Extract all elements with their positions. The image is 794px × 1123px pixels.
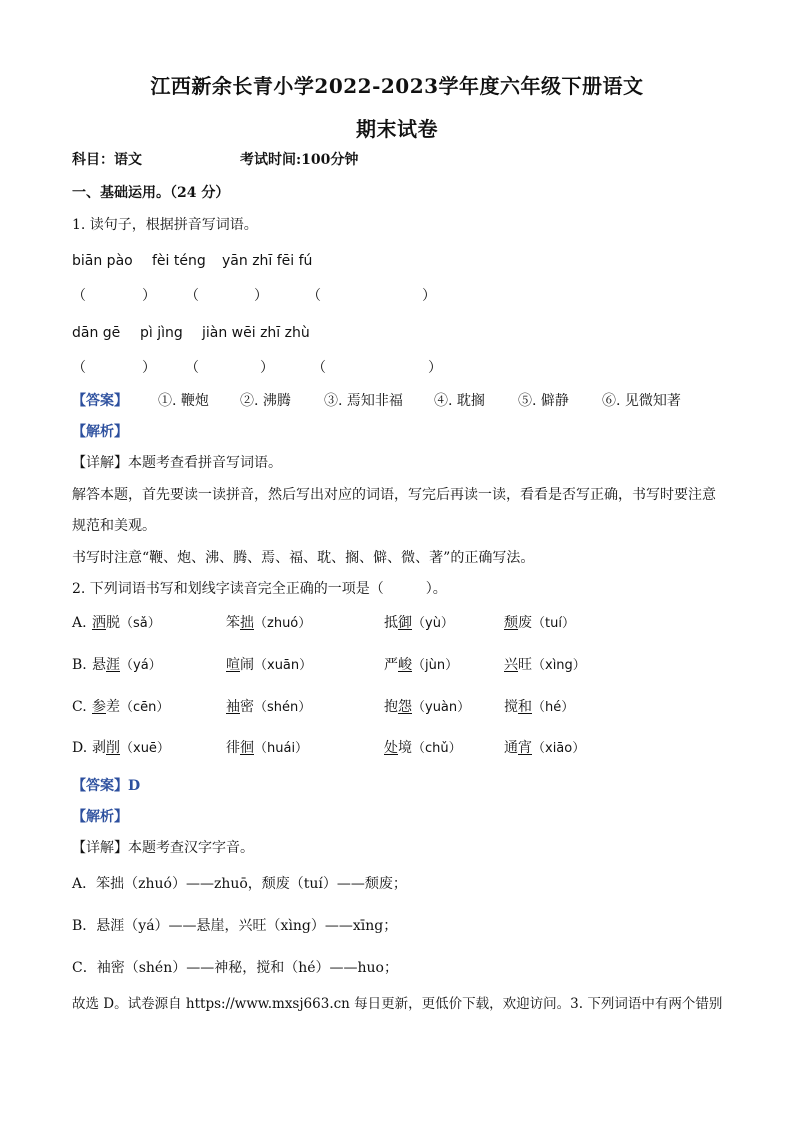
answer-label: 【答案】 (72, 393, 128, 409)
analysis-label: 【解析】 (72, 424, 128, 440)
subject-label: 科目：语文 (72, 152, 142, 168)
analysis-label: 【解析】 (72, 809, 128, 825)
option-word: 抵御（yù） (384, 615, 454, 631)
option-word: 剥削（xuē） (92, 740, 170, 756)
blank-open: （ (185, 288, 199, 304)
explanation-line-a: A．笨拙（zhuó）——zhuō，颓废（tuí）——颓废； (72, 876, 407, 892)
option-letter: A. (72, 615, 87, 631)
blank-close: ） (254, 288, 268, 304)
question-2-stem: 2. 下列词语书写和划线字读音完全正确的一项是（ ）。 (72, 581, 447, 597)
blank-open: （ (72, 360, 86, 376)
answer-label: 【答案】D (72, 778, 141, 794)
detail-text: 【详解】本题考查汉字字音。 (72, 840, 254, 856)
option-letter: D. (72, 740, 88, 756)
blank-open: （ (307, 288, 321, 304)
option-word: 喧闹（xuān） (226, 657, 313, 673)
blank-open: （ (72, 288, 86, 304)
answer-item: ②. 沸腾 (240, 393, 291, 409)
pinyin-item: jiàn wēi zhī zhù (202, 325, 310, 341)
option-word: 通宵（xiāo） (504, 740, 586, 756)
option-word: 徘徊（huái） (226, 740, 309, 756)
option-word: 参差（cēn） (92, 699, 170, 715)
conclusion-line: 故选 D。试卷源自 https://www.mxsj663.cn 每日更新，更低价下载，欢迎访问。3. 下列词语中有两个错别 (72, 996, 723, 1012)
pinyin-item: yān zhī fēi fú (222, 253, 313, 269)
option-word: 搅和（hé） (504, 699, 575, 715)
document-subtitle: 期末试卷 (356, 117, 438, 141)
explanation-line-c: C．袖密（shén）——神秘，搅和（hé）——huo； (72, 960, 398, 976)
paragraph-text: 书写时注意“鞭、炮、沸、腾、焉、福、耽、搁、僻、微、著”的正确写法。 (72, 550, 535, 566)
answer-item: ①. 鞭炮 (158, 393, 209, 409)
pinyin-item: dān gē (72, 325, 121, 341)
option-letter: C. (72, 699, 87, 715)
paragraph-text: 解答本题，首先要读一读拼音，然后写出对应的词语，写完后再读一读，看看是否写正确，书写时要注意 (72, 487, 716, 503)
pinyin-item: biān pào (72, 253, 133, 269)
blank-close: ） (260, 360, 274, 376)
document-title: 江西新余长青小学2022-2023学年度六年级下册语文 (150, 74, 644, 98)
detail-text: 【详解】本题考查看拼音写词语。 (72, 455, 282, 471)
blank-open: （ (312, 360, 326, 376)
answer-item: ⑤. 僻静 (518, 393, 569, 409)
option-word: 笨拙（zhuó） (226, 615, 312, 631)
option-word: 洒脱（sǎ） (92, 615, 161, 631)
option-letter: B. (72, 657, 87, 673)
blank-close: ） (422, 288, 436, 304)
answer-item: ⑥. 见微知著 (602, 393, 681, 409)
question-1-stem: 1. 读句子，根据拼音写词语。 (72, 217, 258, 233)
option-word: 处境（chǔ） (384, 740, 462, 756)
option-word: 颓废（tuí） (504, 615, 575, 631)
option-word: 袖密（shén） (226, 699, 312, 715)
option-word: 抱怨（yuàn） (384, 699, 471, 715)
explanation-line-b: B．悬涯（yá）——悬崖，兴旺（xìng）——xīng； (72, 918, 398, 934)
option-word: 悬涯（yá） (92, 657, 162, 673)
answer-item: ④. 耽搁 (434, 393, 485, 409)
paragraph-text: 规范和美观。 (72, 518, 156, 534)
option-word: 严峻（jùn） (384, 657, 459, 673)
blank-close: ） (428, 360, 442, 376)
option-word: 兴旺（xìng） (504, 657, 586, 673)
blank-open: （ (185, 360, 199, 376)
pinyin-item: fèi téng (152, 253, 206, 269)
blank-close: ） (142, 288, 156, 304)
blank-close: ） (142, 360, 156, 376)
exam-time-label: 考试时间:100分钟 (240, 152, 359, 168)
section-heading: 一、基础运用。（24 分） (72, 185, 230, 201)
pinyin-item: pì jìng (140, 325, 183, 341)
answer-item: ③. 焉知非福 (324, 393, 403, 409)
